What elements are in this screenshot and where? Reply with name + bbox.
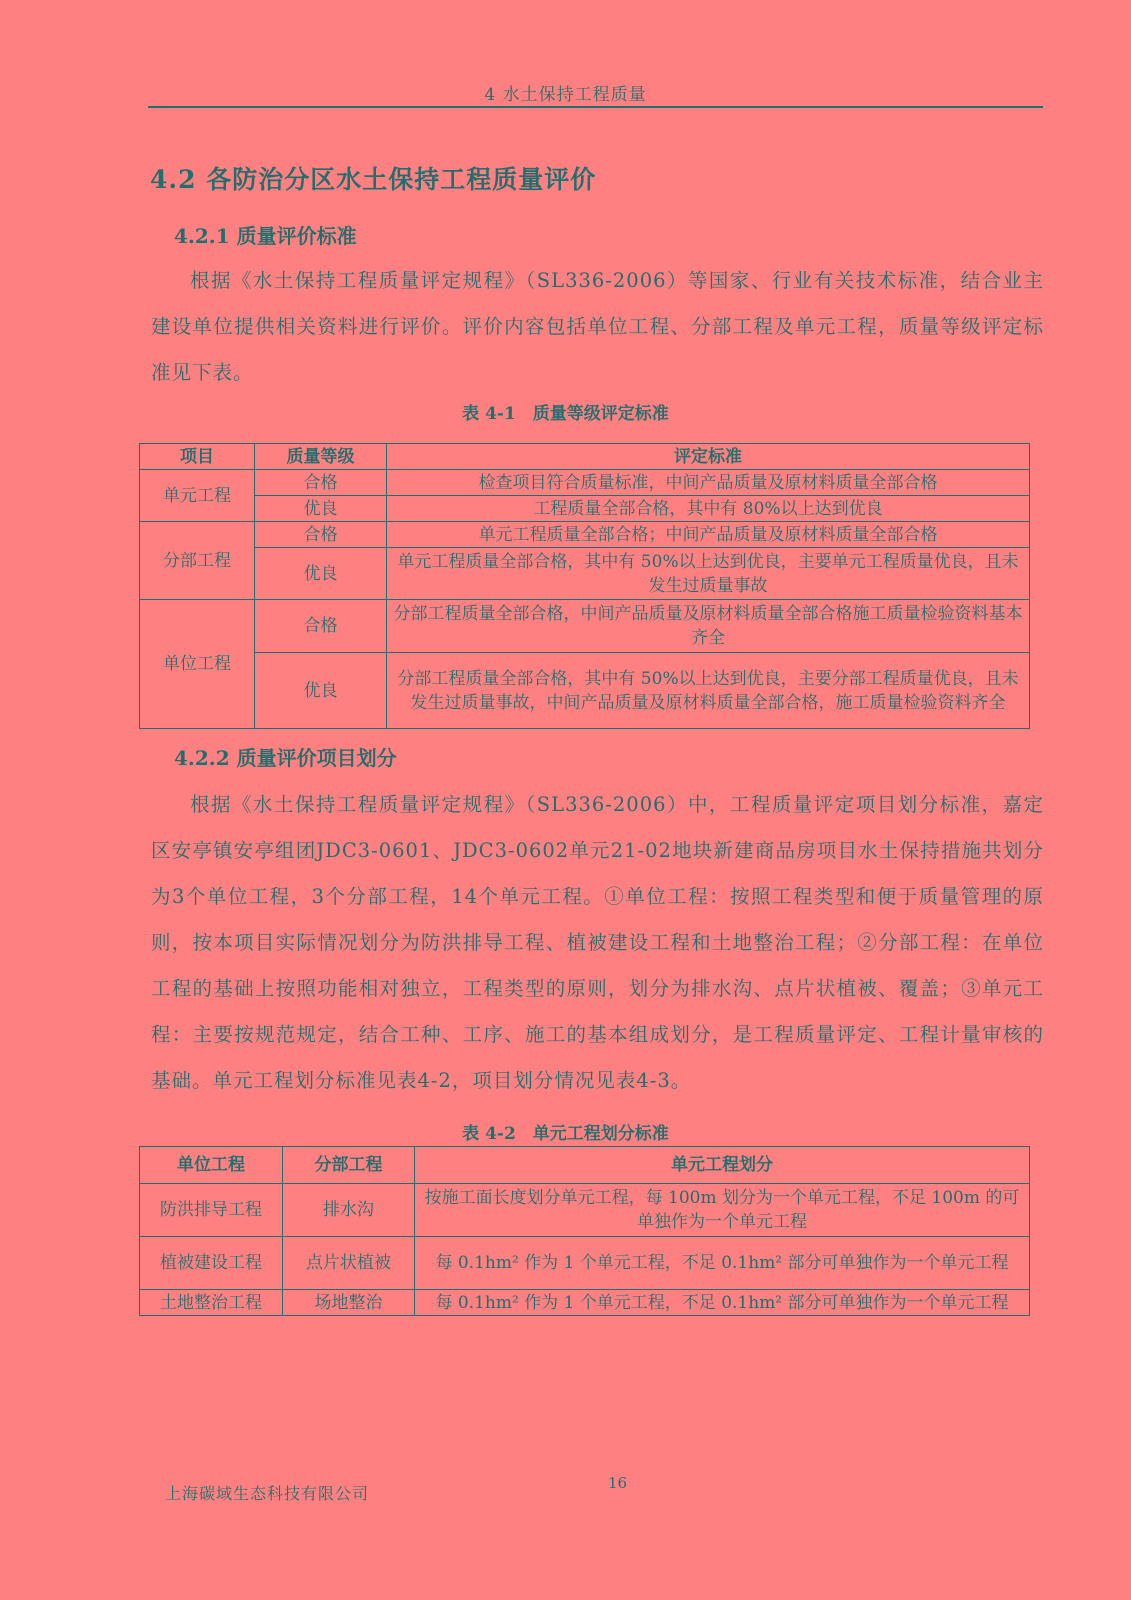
unit-cell: 防洪排导工程 [140, 1184, 283, 1237]
subsection-title-quality-standard: 4.2.1 质量评价标准 [174, 224, 357, 248]
table-header-cell: 项目 [140, 444, 255, 470]
table-row [140, 1290, 1030, 1316]
grade-cell: 合格 [255, 522, 387, 548]
table-header-cell: 单位工程 [140, 1147, 283, 1184]
table-row [140, 653, 1030, 729]
table-header-row [140, 1147, 1030, 1184]
table-row [140, 470, 1030, 496]
table-header-cell: 评定标准 [387, 444, 1030, 470]
standard-cell: 单元工程质量全部合格，其中有 50%以上达到优良，主要单元工程质量优良，且未发生过质量事故 [387, 548, 1030, 600]
grade-cell: 优良 [255, 653, 387, 729]
paragraph-project-division: 根据《水土保持工程质量评定规程》（SL336-2006）中，工程质量评定项目划分标准，嘉定区安亭镇安亭组团JDC3-0601、JDC3-0602单元21-02地块新建商品房项目水土保持措施共划分为3个单位工程，3个分部工程，14个单元工程。①单位工程：按照工程类型和便于质量管理的原则，按本项目实际情况划分为防洪排导工程、植被建设工程和土地整治工程；②分部工程：在单位工程的基础上按照功能相对独立，工程类型的原则，划分为排水沟、点片状植被、覆盖；③单元工程：主要按规范规定，结合工种、工序、施工的基本组成划分，是工程质量评定、工程计量审核的基础。单元工程划分标准见表4-2，项目划分情况见表4-3。 [151, 793, 1044, 1092]
part-cell: 排水沟 [283, 1184, 415, 1237]
part-cell: 场地整治 [283, 1290, 415, 1316]
grade-cell: 优良 [255, 548, 387, 600]
grade-cell: 优良 [255, 496, 387, 522]
table2-caption: 表 4-2 单元工程划分标准 [462, 1124, 669, 1144]
unit-cell: 土地整治工程 [140, 1290, 283, 1316]
page-number: 16 [608, 1474, 628, 1492]
division-cell: 每 0.1hm² 作为 1 个单元工程，不足 0.1hm² 部分可单独作为一个单元工程 [415, 1290, 1030, 1316]
standard-cell: 分部工程质量全部合格，中间产品质量及原材料质量全部合格施工质量检验资料基本齐全 [387, 600, 1030, 653]
unit-division-table [139, 1146, 1030, 1316]
standard-cell: 工程质量全部合格，其中有 80%以上达到优良 [387, 496, 1030, 522]
table1-caption: 表 4-1 质量等级评定标准 [462, 404, 669, 424]
paragraph-quality-standard: 根据《水土保持工程质量评定规程》（SL336-2006）等国家、行业有关技术标准，结合业主建设单位提供相关资料进行评价。评价内容包括单位工程、分部工程及单元工程，质量等级评定标准见下表。 [151, 269, 1044, 384]
table-row [140, 496, 1030, 522]
table-row [140, 1184, 1030, 1237]
unit-cell: 植被建设工程 [140, 1237, 283, 1290]
table-header-cell: 分部工程 [283, 1147, 415, 1184]
grade-cell: 合格 [255, 600, 387, 653]
table-row [140, 600, 1030, 653]
grade-cell: 合格 [255, 470, 387, 496]
table-header-cell: 质量等级 [255, 444, 387, 470]
division-cell: 按施工面长度划分单元工程，每 100m 划分为一个单元工程，不足 100m 的可单独作为一个单元工程 [415, 1184, 1030, 1237]
table-row [140, 1237, 1030, 1290]
table-header-row [140, 444, 1030, 470]
subsection-title-project-division: 4.2.2 质量评价项目划分 [174, 746, 397, 770]
quality-grade-table [139, 443, 1030, 729]
table-row [140, 548, 1030, 600]
running-header: 4 水土保持工程质量 [484, 85, 647, 105]
item-cell: 单元工程 [140, 470, 255, 522]
item-cell: 单位工程 [140, 600, 255, 729]
footer-company: 上海碳域生态科技有限公司 [165, 1484, 370, 1503]
standard-cell: 检查项目符合质量标准，中间产品质量及原材料质量全部合格 [387, 470, 1030, 496]
division-cell: 每 0.1hm² 作为 1 个单元工程，不足 0.1hm² 部分可单独作为一个单元工程 [415, 1237, 1030, 1290]
table-row [140, 522, 1030, 548]
standard-cell: 分部工程质量全部合格，其中有 50%以上达到优良，主要分部工程质量优良，且未发生过质量事故，中间产品质量及原材料质量全部合格，施工质量检验资料齐全 [387, 653, 1030, 729]
part-cell: 点片状植被 [283, 1237, 415, 1290]
section-title: 4.2 各防治分区水土保持工程质量评价 [150, 165, 597, 194]
table-header-cell: 单元工程划分 [415, 1147, 1030, 1184]
header-rule [148, 106, 1043, 108]
item-cell: 分部工程 [140, 522, 255, 600]
standard-cell: 单元工程质量全部合格；中间产品质量及原材料质量全部合格 [387, 522, 1030, 548]
